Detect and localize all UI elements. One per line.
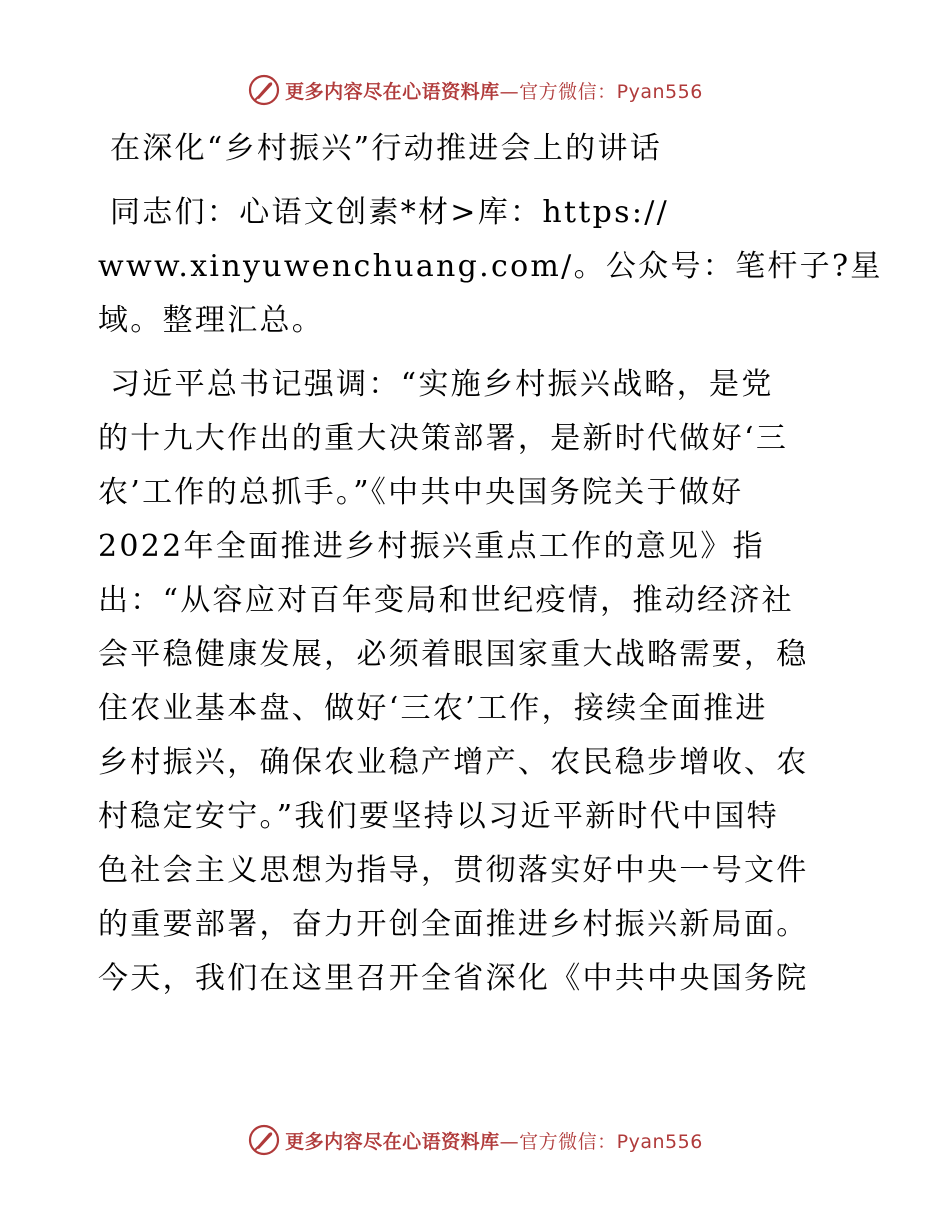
watermark-contact: —官方微信：Pyan556 (499, 80, 703, 103)
document-title: 在深化“乡村振兴”行动推进会上的讲话 (110, 131, 663, 166)
header-watermark (0, 70, 950, 110)
watermark-brand: 更多内容尽在心语资料库 (285, 80, 500, 103)
paragraph-line: 的十九大作出的重大决策部署，是新时代做好‘三 (98, 421, 789, 456)
document-body (98, 122, 883, 1006)
watermark-text (285, 1127, 703, 1154)
paragraph-line: 乡村振兴，确保农业稳产增产、农民稳步增收、农 (98, 745, 809, 780)
paragraph-line: 2022年全面推进乡村振兴重点工作的意见》指 (98, 529, 765, 564)
paragraph-line: 色社会主义思想为指导，贯彻落实好中央一号文件 (98, 853, 809, 888)
paragraph-line: 出：“从容应对百年变局和世纪疫情，推动经济社 (98, 583, 794, 618)
salutation-line: 域。整理汇总。 (98, 303, 325, 338)
watermark-contact: —官方微信：Pyan556 (499, 1130, 703, 1153)
footer-watermark (0, 1120, 950, 1160)
watermark-brand: 更多内容尽在心语资料库 (285, 1130, 500, 1153)
paragraph-line: 的重要部署，奋力开创全面推进乡村振兴新局面。 (98, 907, 809, 942)
paragraph-line: 村稳定安宁。”我们要坚持以习近平新时代中国特 (98, 799, 779, 834)
salutation-line: www.xinyuwenchuang.com/。公众号：笔杆子?星 (98, 249, 883, 284)
quill-pen-logo-icon (247, 73, 281, 107)
paragraph-line: 习近平总书记强调：“实施乡村振兴战略，是党 (110, 367, 774, 402)
paragraph-line: 今天，我们在这里召开全省深化《中共中央国务院 (98, 961, 809, 996)
paragraph-line: 住农业基本盘、做好‘三农’工作，接续全面推进 (98, 691, 768, 726)
paragraph-line: 农’工作的总抓手。”《中共中央国务院关于做好 (98, 475, 744, 510)
paragraph-line: 会平稳健康发展，必须着眼国家重大战略需要，稳 (98, 637, 809, 672)
watermark-text (285, 77, 703, 104)
quill-pen-logo-icon (247, 1123, 281, 1157)
salutation-line: 同志们：心语文创素*材>库：https:// (110, 195, 670, 230)
